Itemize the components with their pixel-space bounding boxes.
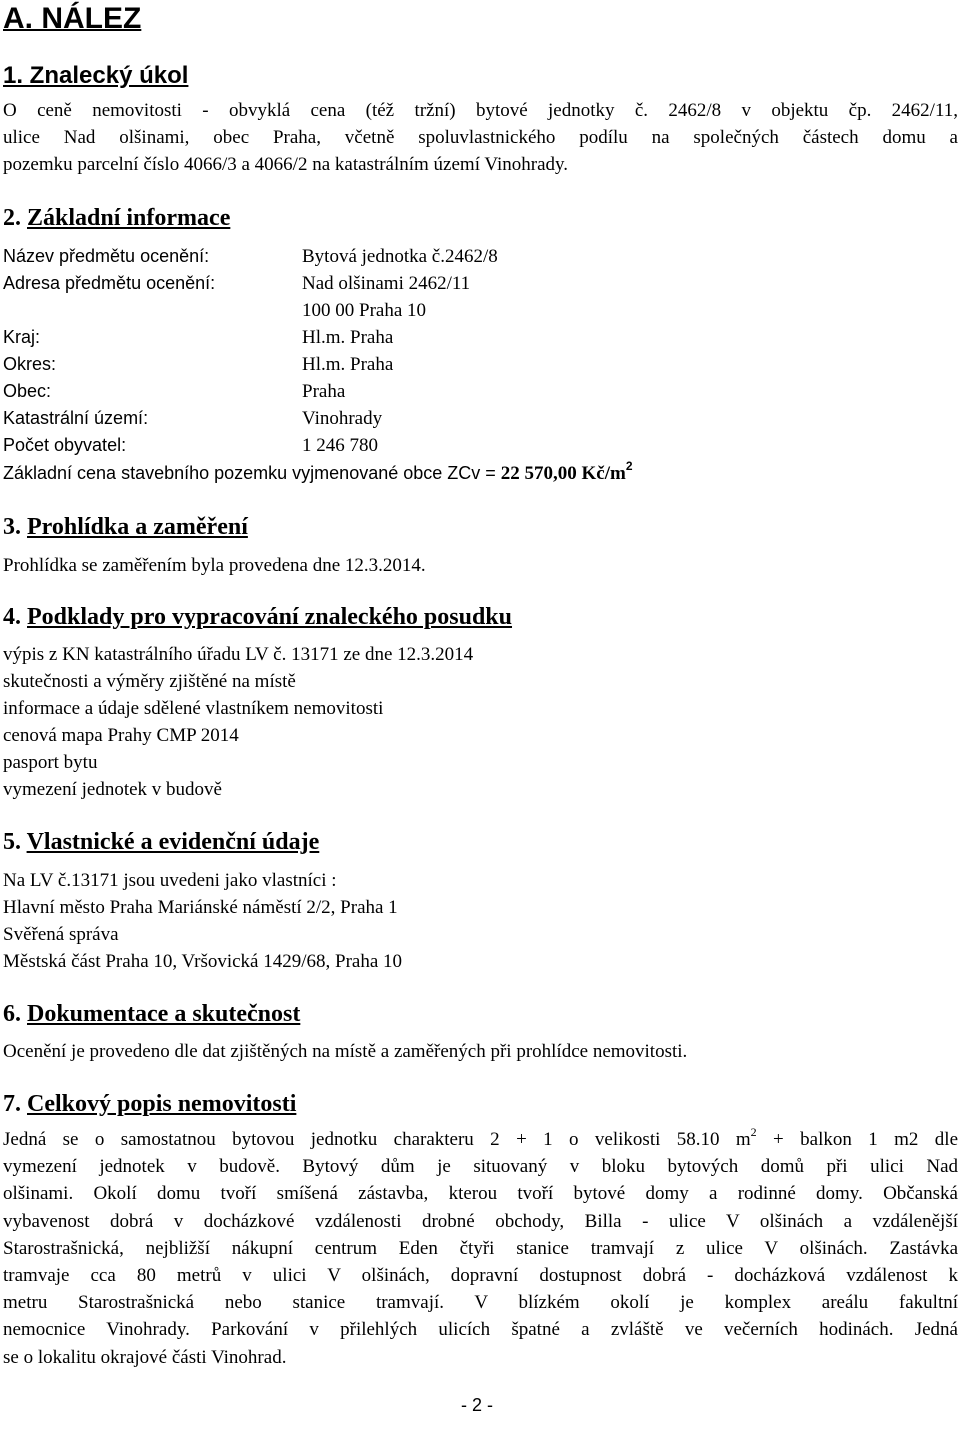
owner-line: Hlavní město Praha Mariánské náměstí 2/2, Praha 1: [3, 897, 398, 918]
text-line: vybavenost dobrá v docházkové vzdálenosti drobné obchody, Billa - ulice V olšinách a vzdálenější: [3, 1210, 958, 1232]
text-line: [3, 1126, 958, 1153]
section-title: Dokumentace a skutečnost: [27, 1001, 301, 1027]
text-line: O ceně nemovitosti - obvyklá cena (též tržní) bytové jednotky č. 2462/8 v objektu čp. 2462/11,: [3, 100, 958, 121]
base-price-unit-exponent: 2: [625, 459, 633, 473]
section-1-text: [3, 97, 958, 179]
section-1-heading: 1. Znalecký úkol: [3, 62, 189, 89]
section-5-heading: [3, 829, 319, 856]
section-title: Podklady pro vypracování znaleckého posudku: [27, 604, 513, 630]
page-number: - 2 -: [461, 1395, 494, 1415]
section-number: 5.: [3, 829, 21, 855]
text-line: pozemku parcelní číslo 4066/3 a 4066/2 na katastrálním území Vinohrady.: [3, 154, 569, 176]
text-segment: Jedná se o samostatnou bytovou jednotku charakteru 2 + 1 o velikosti 58.10 m: [3, 1129, 751, 1150]
section-number: 3.: [3, 514, 21, 540]
section-4-heading: [3, 604, 512, 631]
info-label: Kraj:: [3, 327, 41, 347]
source-item: cenová mapa Prahy CMP 2014: [3, 725, 239, 746]
info-value: Hl.m. Praha: [302, 354, 394, 375]
text-line: nemocnice Vinohrady. Parkování v přilehlých ulicích špatné a zvláště ve večerních hodinách. Jedná: [3, 1319, 958, 1341]
base-price-line: [3, 460, 633, 487]
text-line: se o lokalitu okrajové části Vinohrad.: [3, 1346, 287, 1368]
section-title: Prohlídka a zaměření: [27, 514, 248, 540]
section-2-heading: [3, 205, 230, 232]
section-7-heading: [3, 1091, 296, 1118]
section-title: Vlastnické a evidenční údaje: [26, 829, 320, 855]
section-number: 4.: [3, 604, 21, 630]
info-value: Nad olšinami 2462/11: [302, 273, 471, 294]
info-label: Obec:: [3, 381, 52, 401]
documentation-text: Ocenění je provedeno dle dat zjištěných na místě a zaměřených při prohlídce nemovitosti.: [3, 1041, 688, 1062]
info-label: Adresa předmětu ocenění:: [3, 273, 216, 293]
info-label: Okres:: [3, 354, 57, 374]
text-segment: + balkon 1 m2 dle: [756, 1129, 958, 1150]
section-number: 6.: [3, 1001, 21, 1027]
info-label: Název předmětu ocenění:: [3, 246, 210, 266]
text-line: metru Starostrašnická nebo stanice tramvají. V blízkém okolí je komplex areálu fakultní: [3, 1292, 958, 1314]
info-value: 100 00 Praha 10: [302, 300, 427, 321]
owner-line: Městská část Praha 10, Vršovická 1429/68, Praha 10: [3, 951, 403, 972]
base-price-value: 22 570,00 Kč/m: [500, 463, 626, 484]
info-label: Katastrální území:: [3, 408, 149, 428]
base-price-label: Základní cena stavebního pozemku vyjmenované obce ZCv =: [3, 463, 501, 483]
section-6-heading: [3, 1001, 300, 1028]
description-paragraph: [3, 1126, 958, 1371]
info-value: Bytová jednotka č.2462/8: [302, 246, 498, 267]
unit-exponent: 2: [750, 1124, 757, 1139]
text-line: vymezení jednotek v budově. Bytový dům je situovaný v bloku bytových domů při ulici Nad: [3, 1156, 958, 1178]
section-number: 7.: [3, 1091, 21, 1117]
info-label: Počet obyvatel:: [3, 435, 127, 455]
inspection-text: Prohlídka se zaměřením byla provedena dne 12.3.2014.: [3, 555, 426, 576]
section-title: Základní informace: [27, 205, 231, 231]
section-3-heading: [3, 514, 248, 541]
source-item: pasport bytu: [3, 752, 98, 773]
source-item: informace a údaje sdělené vlastníkem nemovitosti: [3, 698, 384, 719]
text-line: Starostrašnická, nejbližší nákupní centrum Eden čtyři stanice tramvají z ulice V olšinách. Zastávka: [3, 1237, 958, 1259]
owner-line: Na LV č.13171 jsou uvedeni jako vlastníci :: [3, 870, 337, 891]
info-value: 1 246 780: [302, 435, 378, 456]
section-title: Celkový popis nemovitosti: [27, 1091, 297, 1117]
owner-line: Svěřená správa: [3, 924, 119, 945]
section-number: 2.: [3, 205, 21, 231]
text-line: tramvaje cca 80 metrů v ulici V olšinách, dopravní dostupnost dobrá - docházková vzdálenost k: [3, 1265, 958, 1287]
document-title: A. NÁLEZ: [3, 2, 142, 35]
info-value: Vinohrady: [302, 408, 383, 429]
info-value: Hl.m. Praha: [302, 327, 394, 348]
text-line: ulice Nad olšinami, obec Praha, včetně spoluvlastnického podílu na společných částech domu a: [3, 127, 958, 149]
source-item: vymezení jednotek v budově: [3, 779, 222, 800]
text-line: olšinami. Okolí domu tvoří smíšená zástavba, kterou tvoří bytové domy a rodinné domy. Občanská: [3, 1183, 958, 1205]
source-item: výpis z KN katastrálního úřadu LV č. 13171 ze dne 12.3.2014: [3, 644, 474, 665]
info-value: Praha: [302, 381, 346, 402]
source-item: skutečnosti a výměry zjištěné na místě: [3, 671, 296, 692]
